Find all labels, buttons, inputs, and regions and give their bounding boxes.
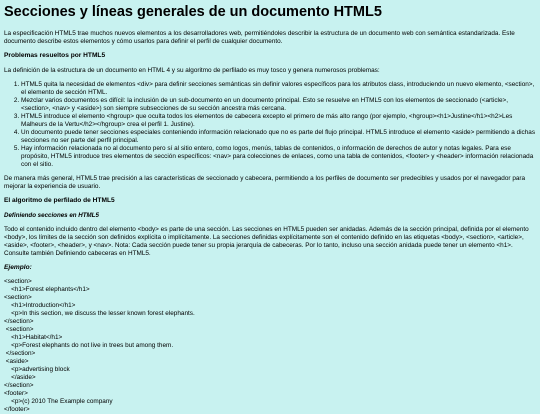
code-line: <footer> bbox=[4, 390, 28, 397]
code-line: <p>(c) 2010 The Example company bbox=[4, 398, 113, 405]
code-line: </footer> bbox=[4, 406, 30, 413]
code-line: <aside> bbox=[4, 358, 29, 365]
code-line: <section> bbox=[4, 294, 32, 301]
code-line: </section> bbox=[4, 350, 36, 357]
list-item: 3. HTML5 introduce el elemento <hgroup> que oculta todos los elementos de cabecera excepto el primero de más alto rango (por ejemplo, <hgroup><h1>Justine</h1><h2>Les Malheurs de la Vertu</h2></hgroup> crea el perfil 1. Justine). bbox=[21, 113, 536, 129]
code-line: <section> bbox=[4, 326, 34, 333]
code-line: <h1>Habitat</h1> bbox=[4, 334, 63, 341]
list-item: 2. Mezclar varios documentos es difícil: la inclusión de un sub-documento en un documento principal. Esto se resuelve en HTML5 con los elementos de seccionado (<article>, <section>, <nav> y <aside>) son siempre subsecciones de su sección ancestra más cercana. bbox=[21, 97, 536, 113]
code-line: <h1>Forest elephants</h1> bbox=[4, 286, 90, 293]
page-title: Secciones y líneas generales de un documento HTML5 bbox=[4, 4, 382, 20]
example-label: Ejemplo: bbox=[4, 264, 32, 271]
list-item: 1. HTML5 quita la necesidad de elementos <div> para definir secciones semánticas sin definir valores específicos para los atributos class, introduciendo un nuevo elemento, <section>, el elemento de sección HTML. bbox=[21, 81, 536, 97]
problems-closing-paragraph: De manera más general, HTML5 trae precisión a las características de seccionado y cabecera, permitiendo a los perfiles de documento ser predecibles y usados por el navegador para mejorar la experiencia de usuario. bbox=[4, 175, 526, 190]
section-heading-problems: Problemas resueltos por HTML5 bbox=[4, 52, 106, 59]
code-example bbox=[4, 278, 536, 414]
code-line: <section> bbox=[4, 278, 32, 285]
code-line: <h1>Introduction</h1> bbox=[4, 302, 76, 309]
list-item: 5. Hay información relacionada no al documento pero sí al sitio entero, como logos, menús, tablas de contenidos, o información de derechos de autor y notas legales. Para ese propósito, HTML5 introduce tres elementos de sección específicos: <nav> para colecciones de enlaces, como una tabla de contenidos, <footer> y <header> información relacionada con el sitio. bbox=[21, 145, 536, 169]
defining-sections-paragraph: Todo el contenido incluido dentro del elemento <body> es parte de una sección. Las secciones en HTML5 pueden ser anidadas. Además de la sección principal, definida por el elemento <body>, los límites de la sección son definidos explícita o implícitamente. La secciones definidas explícitamente son el contenido definido en las etiquetas <body>, <section>, <article>, <aside>, <footer>, <header>, y <nav>. Nota: Cada sección puede tener su propia jerarquía de cabeceras. Por lo tanto, incluso una sección anidada puede tener un elemento <h1>. Consulte también Definiendo cabeceras en HTML5. bbox=[4, 226, 529, 257]
problems-lead-paragraph: La definición de la estructura de un documento en HTML 4 y su algoritmo de perfilado es muy tosco y genera numerosos problemas: bbox=[4, 67, 380, 74]
code-line: <p>In this section, we discuss the lesser known forest elephants. bbox=[4, 310, 195, 317]
intro-paragraph: La especificación HTML5 trae muchos nuevos elementos a los desarrolladores web, permitiéndoles describir la estructura de un documento web con semántica estandarizada. Este documento describe estos elementos y cómo usarlos para definir el perfil de cualquier documento. bbox=[4, 30, 515, 45]
code-line: </section> bbox=[4, 382, 34, 389]
code-line: </aside> bbox=[4, 374, 36, 381]
code-line: <p>Forest elephants do not live in trees but among them. bbox=[4, 342, 174, 349]
subheading-defining-sections: Definiendo secciones en HTML5 bbox=[4, 212, 99, 219]
list-item: 4. Un documento puede tener secciones especiales conteniendo información relacionado que no es parte del flujo principal. HTML5 introduce el elemento <aside> permitiendo a dichas secciones no ser parte del perfil principal. bbox=[21, 129, 536, 145]
problems-list bbox=[4, 81, 536, 169]
section-heading-algorithm: El algoritmo de perfilado de HTML5 bbox=[4, 197, 115, 204]
code-line: <p>advertising block bbox=[4, 366, 70, 373]
code-line: </section> bbox=[4, 318, 34, 325]
